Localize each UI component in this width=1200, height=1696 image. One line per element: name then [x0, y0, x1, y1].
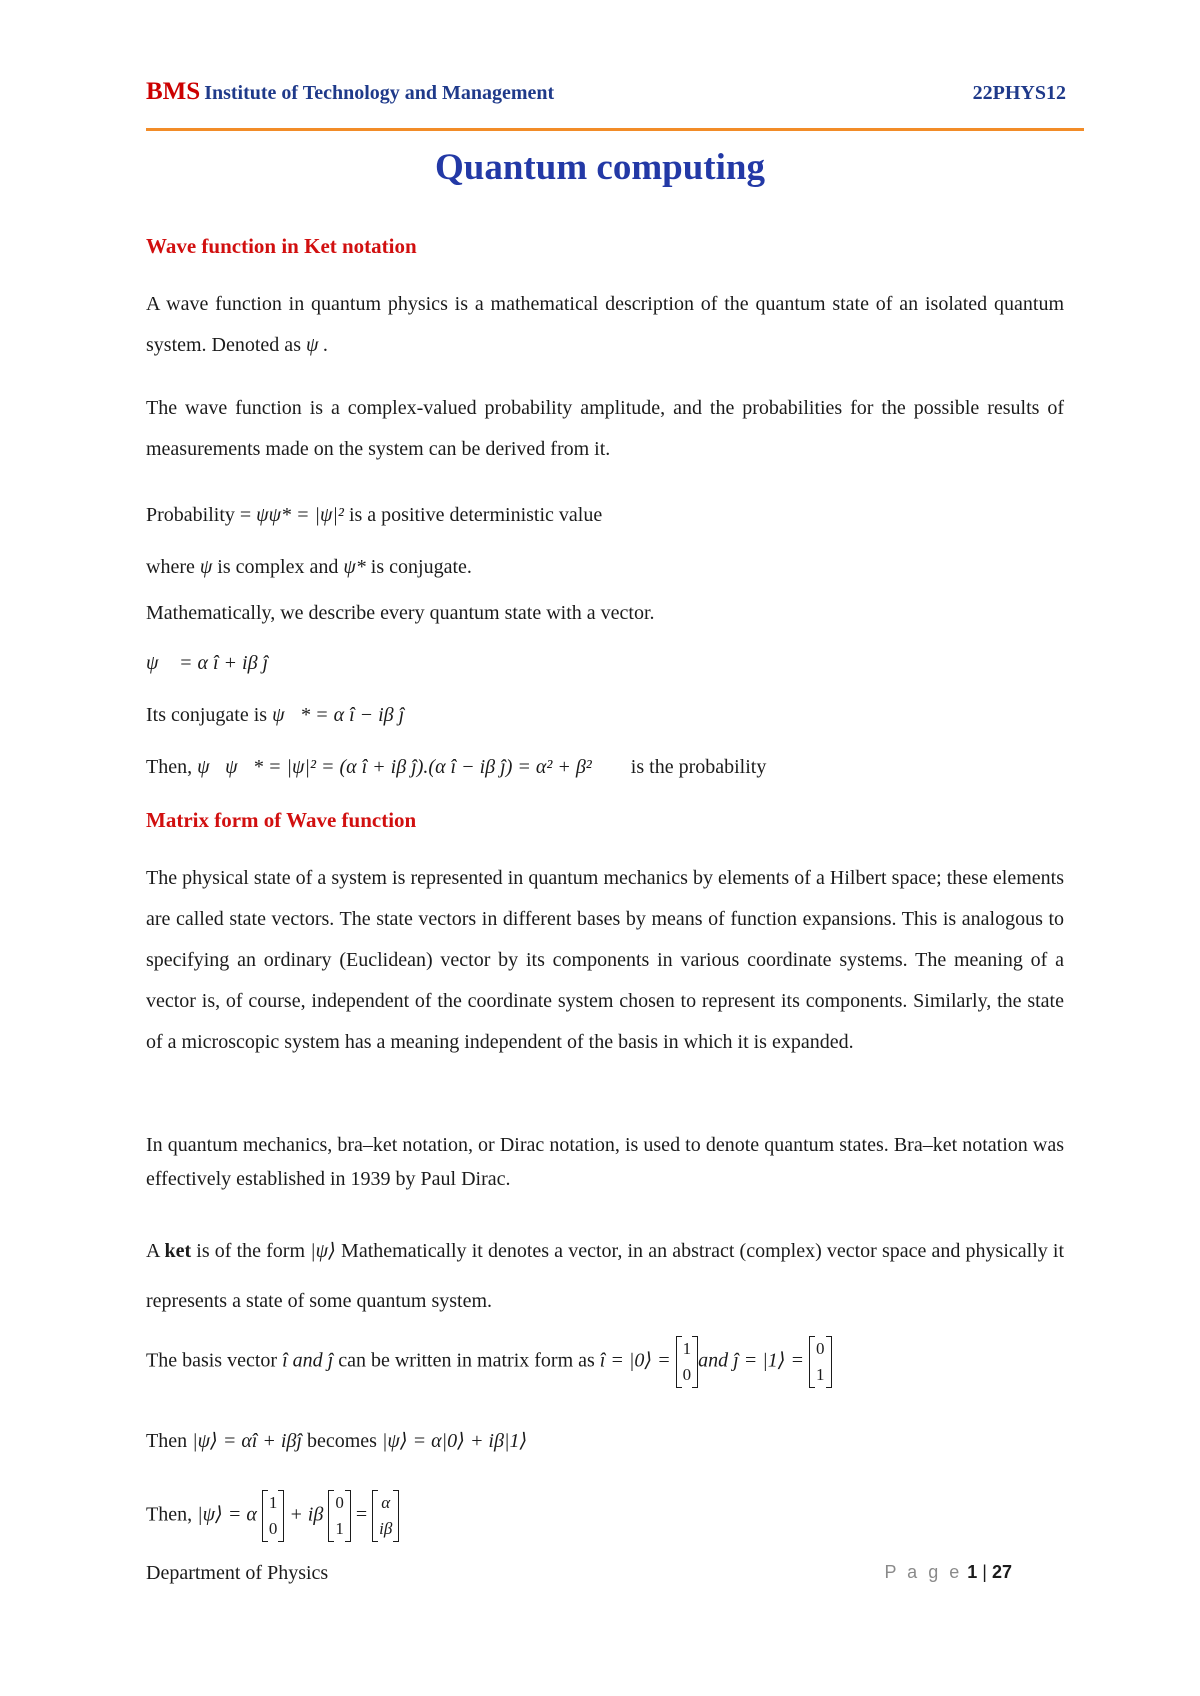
- page-title: Quantum computing: [435, 147, 765, 188]
- paragraph-ket: [146, 1226, 1064, 1326]
- page-current: 1: [967, 1562, 978, 1582]
- probability-line: [146, 504, 602, 527]
- probability-tail: is the probability: [630, 756, 767, 778]
- basis-i-ket: î = |0⟩ =: [599, 1349, 671, 1372]
- page-header: [146, 78, 1066, 112]
- vector-equation: ψ⃗ = α î + iβ ĵ: [146, 652, 269, 674]
- ket-expansion: |ψ⟩ = αî + iβĵ: [192, 1430, 302, 1452]
- ket-word: ket: [164, 1240, 192, 1262]
- page-total: 27: [991, 1562, 1012, 1582]
- institution-name: [146, 78, 554, 106]
- where-psi: ψ: [199, 556, 213, 578]
- where-psi-star: ψ*: [343, 556, 366, 578]
- header-divider: [146, 128, 1084, 131]
- ket-text-b: is of the form: [196, 1240, 306, 1262]
- matrix-zero-ket: 1 0: [262, 1490, 285, 1542]
- conjugate-line: [146, 704, 404, 727]
- matrix-result: α iβ: [372, 1490, 399, 1542]
- basis-vector-line: [146, 1336, 832, 1388]
- ket-text-a: A: [146, 1240, 160, 1262]
- page-number: [885, 1562, 1013, 1583]
- paragraph-wave-function-definition: [146, 284, 1064, 366]
- basis-variables: î and ĵ: [282, 1349, 334, 1372]
- brand-short: BMS: [146, 78, 201, 105]
- matrix-equation-line: [146, 1490, 399, 1542]
- probability-label: Probability =: [146, 504, 252, 526]
- where-text-1: where: [146, 556, 195, 578]
- then-label: Then,: [146, 756, 193, 778]
- becomes-text: becomes: [306, 1430, 377, 1452]
- brand-name: Institute of Technology and Management: [204, 82, 555, 104]
- conjugate-label: Its conjugate is: [146, 704, 268, 726]
- ket-text-c: Mathematically it denotes a vector, in an abstract (complex) vector space and physically it represents a state of some quantum system.: [146, 1240, 1065, 1312]
- where-text-2: is complex and: [217, 556, 339, 578]
- matrix-one-ket: 0 1: [328, 1490, 351, 1542]
- basis-text: can be written in matrix form as: [338, 1349, 595, 1372]
- where-text-3: is conjugate.: [370, 556, 472, 578]
- basis-label: The basis vector: [146, 1349, 278, 1372]
- course-code: 22PHYS12: [972, 82, 1066, 104]
- matrix-plus: + iβ: [289, 1503, 324, 1526]
- ket-basis-expansion: |ψ⟩ = α|0⟩ + iβ|1⟩: [381, 1430, 528, 1452]
- department-name: Department of Physics: [146, 1562, 329, 1584]
- psi-symbol: ψ .: [305, 334, 329, 356]
- paragraph-hilbert-space: The physical state of a system is represented in quantum mechanics by elements of a Hilbert space; these elements are called state vectors. The state vectors in different bases by means of function expansions. This is analogous to specifying an ordinary (Euclidean) vector by its components in various coordinate systems. The meaning of a vector is, of course, independent of the coordinate system chosen to represent its components. Similarly, the state of a microscopic system has a meaning independent of the basis in which it is expanded.: [146, 867, 1064, 1053]
- matrix-equals: =: [355, 1503, 368, 1526]
- page-footer: [146, 1562, 1012, 1592]
- matrix-j: 0 1: [809, 1336, 832, 1388]
- page-separator: |: [982, 1562, 987, 1582]
- matrix-lhs: |ψ⟩ = α: [197, 1503, 257, 1526]
- probability-expansion-line: [146, 756, 766, 779]
- ket-symbol: |ψ⟩: [310, 1240, 336, 1262]
- probability-text: is a positive deterministic value: [348, 504, 603, 526]
- conjugate-equation: ψ⃗* = α î − iβ ĵ: [272, 704, 405, 726]
- section-heading-matrix-form: Matrix form of Wave function: [146, 808, 417, 832]
- matrix-i: 1 0: [676, 1336, 699, 1388]
- mathematically-line: Mathematically, we describe every quantum state with a vector.: [146, 602, 655, 624]
- page-label: P a g e: [884, 1562, 963, 1582]
- section-heading-ket-notation: Wave function in Ket notation: [146, 234, 417, 258]
- becomes-line: [146, 1428, 527, 1453]
- then-label-3: Then,: [146, 1503, 193, 1526]
- paragraph-bra-ket: In quantum mechanics, bra–ket notation, or Dirac notation, is used to denote quantum states. Bra–ket notation was effectively established in 1939 by Paul Dirac.: [146, 1134, 1064, 1190]
- then-label-2: Then: [146, 1430, 188, 1452]
- probability-expansion: ψ⃗ψ⃗* = |ψ|² = (α î + iβ ĵ).(α î − iβ ĵ) = α² + β²: [197, 756, 592, 778]
- paragraph-text: A wave function in quantum physics is a mathematical description of the quantum state of an isolated quantum system. Denoted as: [146, 293, 1064, 356]
- paragraph-probability-amplitude: The wave function is a complex-valued probability amplitude, and the probabilities for the possible results of measurements made on the system can be derived from it.: [146, 397, 1064, 460]
- basis-and: and: [698, 1349, 729, 1372]
- where-line: [146, 556, 472, 579]
- basis-j-ket: ĵ = |1⟩ =: [733, 1349, 805, 1372]
- probability-formula: ψψ* = |ψ|²: [256, 504, 344, 526]
